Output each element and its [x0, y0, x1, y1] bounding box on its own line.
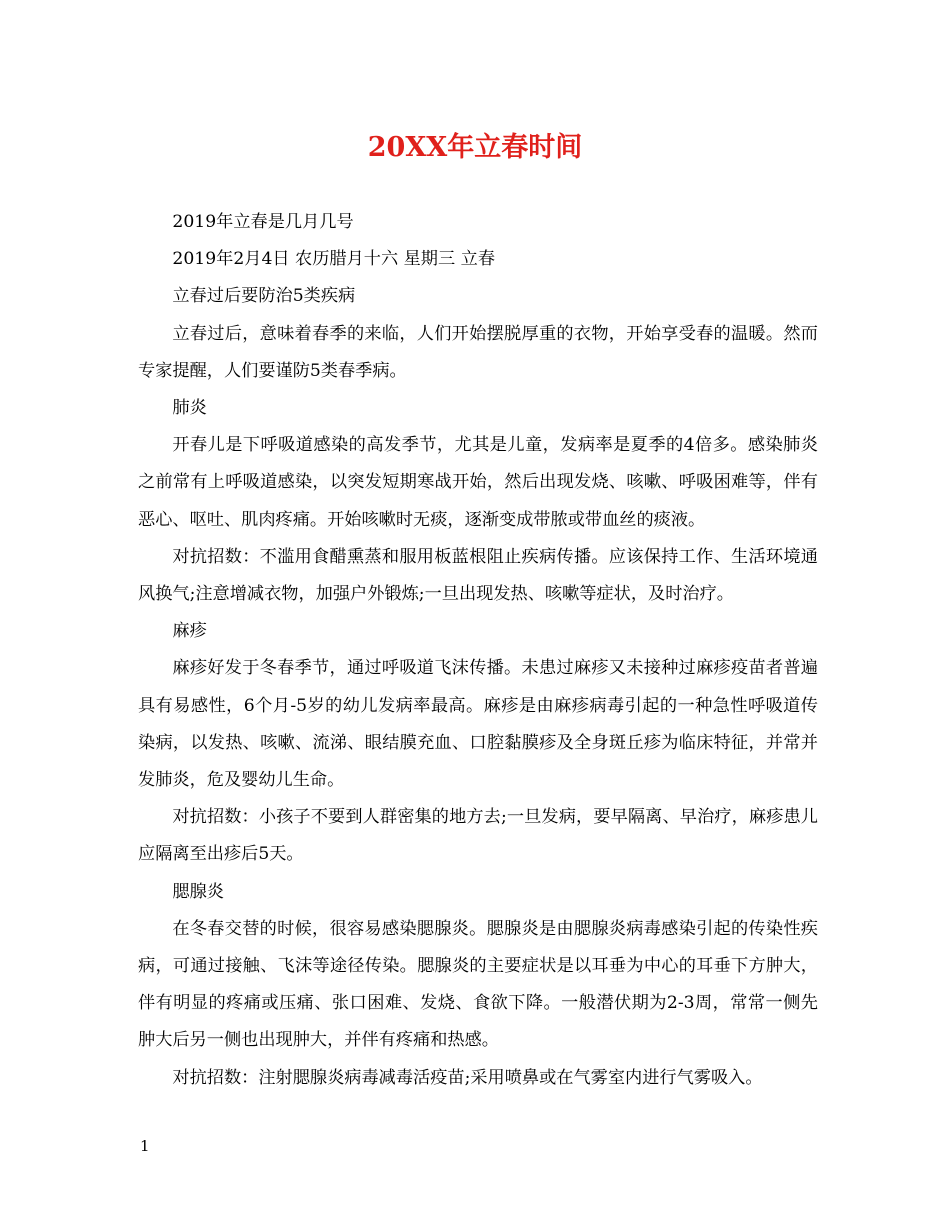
- paragraph-mumps-desc: 在冬春交替的时候，很容易感染腮腺炎。腮腺炎是由腮腺炎病毒感染引起的传染性疾病，可通过接触、飞沫等途径传染。腮腺炎的主要症状是以耳垂为中心的耳垂下方肿大，伴有明显的疼痛或压痛、张口困难、发烧、食欲下降。一般潜伏期为2-3周，常常一侧先肿大后另一侧也出现肿大，并伴有疼痛和热感。: [138, 918, 818, 1051]
- paragraph-3: 立春过后要防治5类疾病: [172, 286, 356, 307]
- page-number: 1: [140, 1137, 150, 1155]
- paragraph-pneumonia-counter: 对抗招数：不滥用食醋熏蒸和服用板蓝根阻止疾病传播。应该保持工作、生活环境通风换气;注意增减衣物，加强户外锻炼;一旦出现发热、咳嗽等症状，及时治疗。: [138, 546, 818, 605]
- paragraph-pneumonia-desc: 开春儿是下呼吸道感染的高发季节，尤其是儿童，发病率是夏季的4倍多。感染肺炎之前常有上呼吸道感染，以突发短期寒战开始，然后出现发烧、咳嗽、呼吸困难等，伴有恶心、呕吐、肌肉疼痛。开始咳嗽时无痰，逐渐变成带脓或带血丝的痰液。: [138, 435, 818, 530]
- paragraph-measles-desc: 麻疹好发于冬春季节，通过呼吸道飞沫传播。未患过麻疹又未接种过麻疹疫苗者普遍具有易感性，6个月-5岁的幼儿发病率最高。麻疹是由麻疹病毒引起的一种急性呼吸道传染病，以发热、咳嗽、流涕、眼结膜充血、口腔黏膜疹及全身斑丘疹为临床特征，并常并发肺炎，危及婴幼儿生命。: [138, 658, 818, 791]
- paragraph-mumps-counter: 对抗招数：注射腮腺炎病毒减毒活疫苗;采用喷鼻或在气雾室内进行气雾吸入。: [172, 1067, 763, 1088]
- document-title: 20XX年立春时间: [367, 132, 583, 163]
- section-heading-mumps: 腮腺炎: [172, 881, 224, 902]
- document-body: [138, 204, 818, 1097]
- paragraph-2: 2019年2月4日 农历腊月十六 星期三 立春: [172, 249, 496, 270]
- paragraph-measles-counter: 对抗招数：小孩子不要到人群密集的地方去;一旦发病，要早隔离、早治疗，麻疹患儿应隔离至出疹后5天。: [138, 807, 818, 865]
- section-heading-measles: 麻疹: [172, 621, 207, 642]
- paragraph-1: 2019年立春是几月几号: [172, 212, 354, 232]
- paragraph-4: 立春过后，意味着春季的来临，人们开始摆脱厚重的衣物，开始享受春的温暖。然而专家提醒，人们要谨防5类春季病。: [138, 323, 818, 381]
- section-heading-pneumonia: 肺炎: [172, 398, 207, 419]
